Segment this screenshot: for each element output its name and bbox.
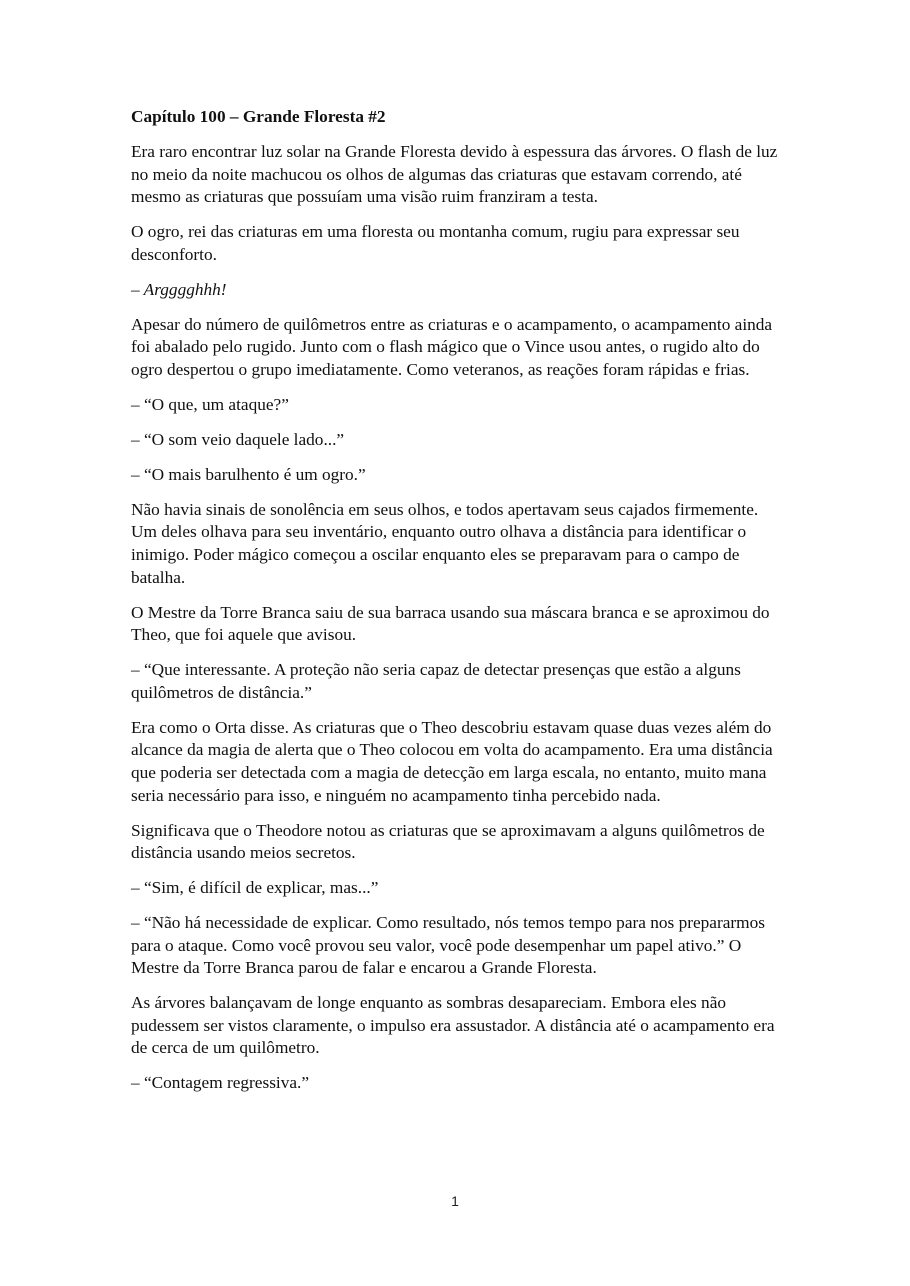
dialogue-line: – “O som veio daquele lado...”: [131, 429, 345, 449]
paragraph: O Mestre da Torre Branca saiu de sua barraca usando sua máscara branca e se aproximou do Theo, que foi aquele que avisou.: [131, 602, 770, 645]
paragraph: As árvores balançavam de longe enquanto as sombras desapareciam. Embora eles não pudessem ser vistos claramente, o impulso era assustador. A distância até o acampamento era de cerca de um quilômetro.: [131, 993, 775, 1058]
paragraph: Era raro encontrar luz solar na Grande Floresta devido à espessura das árvores. O flash de luz no meio da noite machucou os olhos de algumas das criaturas que estavam correndo, até mesmo as criaturas que possuíam uma visão ruim franziram a testa.: [131, 142, 778, 207]
paragraph-exclamation: – Argggghhh!: [131, 279, 227, 299]
paragraph: O ogro, rei das criaturas em uma floresta ou montanha comum, rugiu para expressar seu desconforto.: [131, 222, 740, 264]
paragraph: Não havia sinais de sonolência em seus olhos, e todos apertavam seus cajados firmemente. Um deles olhava para seu inventário, enquanto outro olhava a distância para identificar o inimigo. Poder mágico começou a oscilar enquanto eles se preparavam para o campo de batalha.: [131, 499, 759, 587]
dialogue-line: – “Sim, é difícil de explicar, mas...”: [131, 878, 379, 898]
page-body: [131, 106, 781, 1107]
page-number: 1: [451, 1193, 459, 1209]
paragraph: Era como o Orta disse. As criaturas que o Theo descobriu estavam quase duas vezes além do alcance da magia de alerta que o Theo colocou em volta do acampamento. Era uma distância que poderia ser detectada com a magia de detecção em larga escala, no entanto, muito mana seria necessário para isso, e ninguém no acampamento tinha percebido nada.: [131, 717, 773, 805]
chapter-title: Capítulo 100 – Grande Floresta #2: [131, 107, 386, 126]
dialogue-line: – “Não há necessidade de explicar. Como resultado, nós temos tempo para nos prepararmos para o ataque. Como você provou seu valor, você pode desempenhar um papel ativo.” O Mestre da Torre Branca parou de falar e encarou a Grande Floresta.: [131, 913, 765, 978]
paragraph: Apesar do número de quilômetros entre as criaturas e o acampamento, o acampamento ainda foi abalado pelo rugido. Junto com o flash mágico que o Vince usou antes, o rugido alto do ogro despertou o grupo imediatamente. Como veteranos, as reações foram rápidas e frias.: [131, 314, 773, 379]
dialogue-line: – “O que, um ataque?”: [131, 394, 289, 414]
dialogue-line: – “Que interessante. A proteção não seria capaz de detectar presenças que estão a alguns quilômetros de distância.”: [131, 660, 741, 702]
dialogue-line: – “Contagem regressiva.”: [131, 1073, 310, 1093]
dialogue-line: – “O mais barulhento é um ogro.”: [131, 464, 366, 484]
paragraph: Significava que o Theodore notou as criaturas que se aproximavam a alguns quilômetros de distância usando meios secretos.: [131, 820, 765, 863]
